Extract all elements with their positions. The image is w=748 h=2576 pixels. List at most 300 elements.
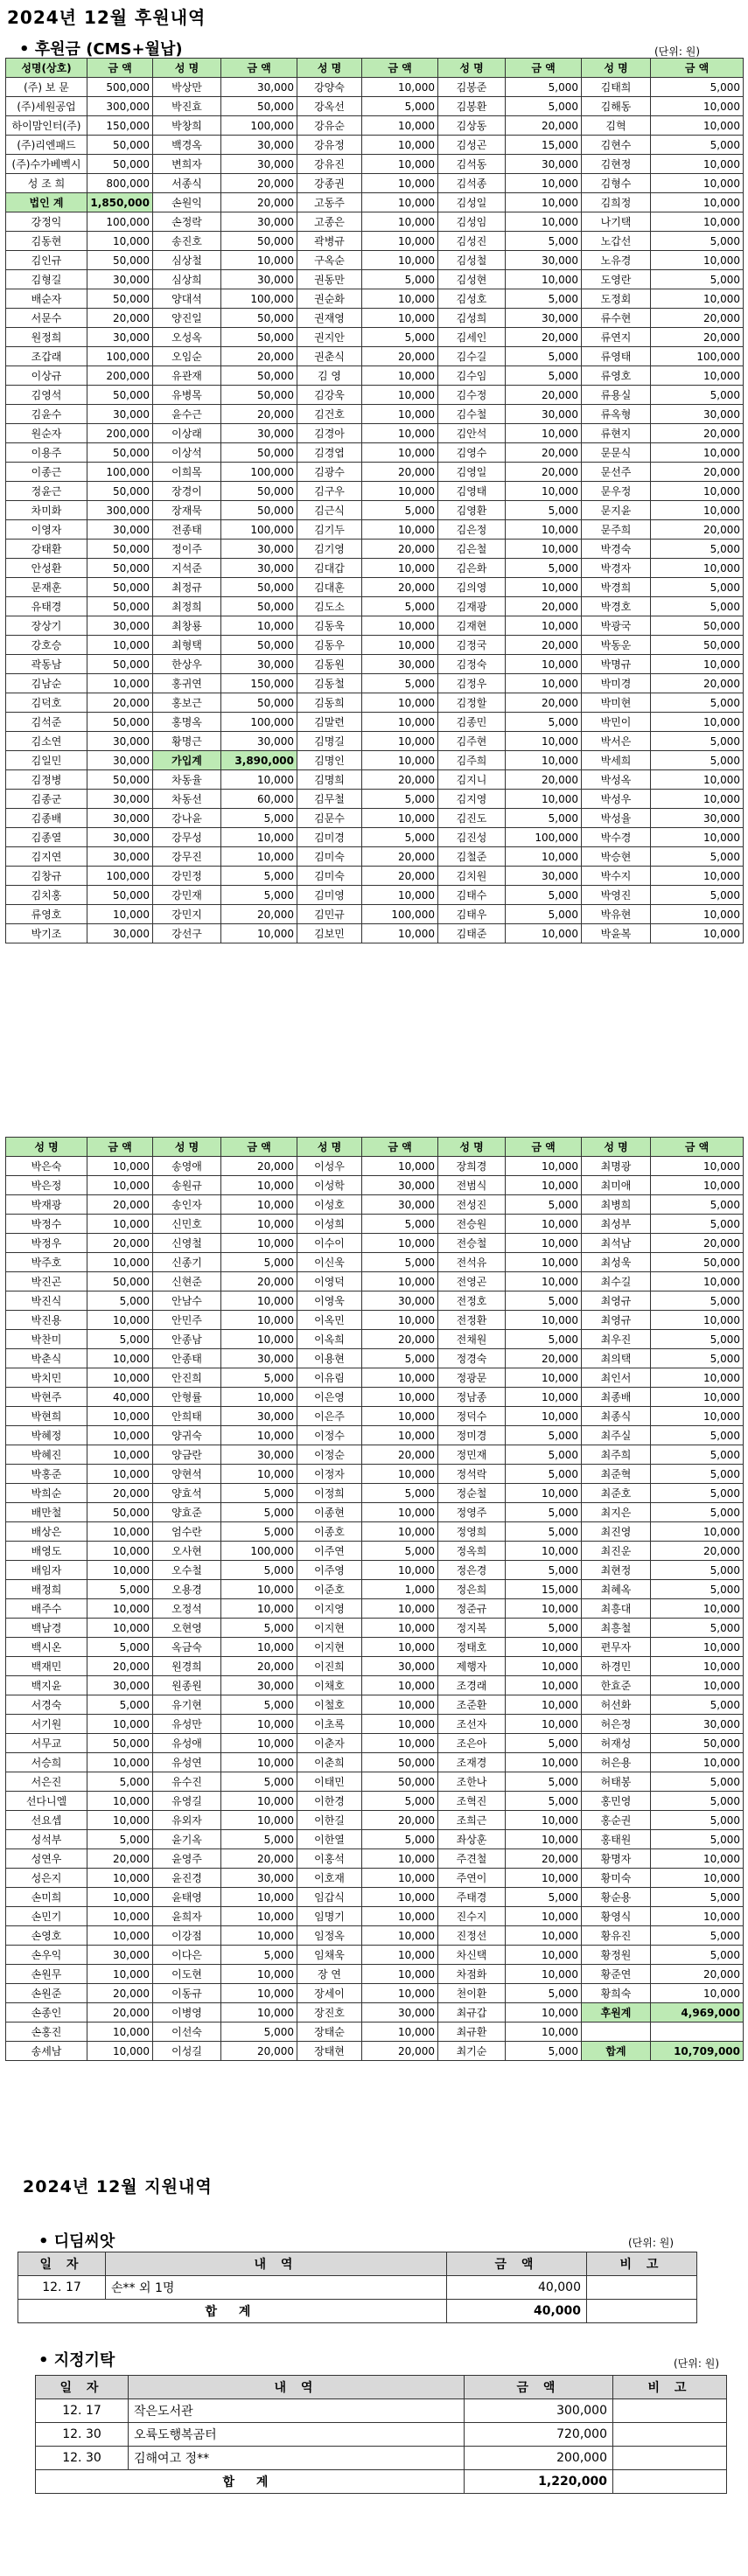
amount-cell: 5,000 (506, 97, 582, 116)
name-cell: 전정호 (438, 1291, 506, 1311)
amount-cell: 5,000 (362, 97, 438, 116)
amount-cell: 10,000 (87, 1311, 153, 1330)
name-cell: 최정규 (153, 578, 221, 597)
amount-cell: 5,000 (221, 1503, 297, 1522)
column-header: 성 명 (582, 59, 651, 78)
name-cell: 법인 계 (6, 193, 87, 212)
table-row (6, 193, 744, 212)
name-cell: 최정희 (153, 597, 221, 616)
amount-cell: 4,969,000 (651, 2003, 744, 2023)
name-cell: 이정순 (297, 1445, 362, 1465)
name-cell: 서승희 (6, 1753, 87, 1772)
amount-cell: 5,000 (651, 1195, 744, 1215)
amount-cell: 10,000 (362, 751, 438, 770)
table-row (6, 655, 744, 674)
total-row (36, 2470, 727, 2494)
name-cell: 김진도 (438, 809, 506, 828)
amount-cell: 50,000 (87, 540, 153, 559)
name-cell: 정민재 (438, 1445, 506, 1465)
name-cell: 박정수 (6, 1215, 87, 1234)
name-cell: 김경아 (297, 424, 362, 443)
name-cell: 박창희 (153, 116, 221, 136)
name-cell: 송세남 (6, 2042, 87, 2061)
amount-cell: 10,000 (506, 1234, 582, 1253)
name-cell: 선다니엘 (6, 1792, 87, 1811)
name-cell: 이정수 (297, 1426, 362, 1445)
amount-cell: 30,000 (87, 328, 153, 347)
amount-cell: 15,000 (506, 1580, 582, 1599)
amount-cell: 5,000 (651, 1465, 744, 1484)
amount-cell: 10,000 (651, 116, 744, 136)
amount-cell: 30,000 (87, 405, 153, 424)
name-cell: (주)리엔패드 (6, 136, 87, 155)
table-row (6, 790, 744, 809)
amount-cell: 40,000 (447, 2276, 587, 2300)
amount-cell: 10,000 (506, 1599, 582, 1619)
table-row (6, 1734, 744, 1753)
name-cell: 박명규 (582, 655, 651, 674)
name-cell: 신민호 (153, 1215, 221, 1234)
name-cell: 백재민 (6, 1657, 87, 1676)
name-cell: 안종남 (153, 1330, 221, 1349)
table-row (36, 2447, 727, 2470)
name-cell: 안성환 (6, 559, 87, 578)
amount-cell: 30,000 (221, 1676, 297, 1695)
amount-cell: 20,000 (506, 693, 582, 713)
name-cell: 최주실 (582, 1426, 651, 1445)
amount-cell: 20,000 (362, 1330, 438, 1349)
name-cell: (주)수가베벡시 (6, 155, 87, 174)
amount-cell: 720,000 (465, 2423, 613, 2447)
table-row (6, 1253, 744, 1272)
name-cell: 최흥철 (582, 1619, 651, 1638)
name-cell: 김기두 (297, 520, 362, 540)
total-amount: 40,000 (447, 2300, 587, 2323)
amount-cell: 50,000 (221, 501, 297, 520)
amount-cell: 10,000 (362, 1984, 438, 2003)
table-row (6, 636, 744, 655)
amount-cell: 5,000 (651, 1330, 744, 1349)
amount-cell: 20,000 (506, 116, 582, 136)
amount-cell: 30,000 (87, 520, 153, 540)
name-cell: 김상동 (438, 116, 506, 136)
name-cell: 전정환 (438, 1311, 506, 1330)
table-row (6, 116, 744, 136)
amount-cell: 10,000 (506, 1657, 582, 1676)
amount-cell: 20,000 (87, 693, 153, 713)
name-cell: 김영태 (438, 482, 506, 501)
amount-cell: 50,000 (87, 1734, 153, 1753)
amount-cell: 20,000 (651, 309, 744, 328)
name-cell: 김동철 (297, 674, 362, 693)
amount-cell: 10,000 (87, 1522, 153, 1542)
name-cell: 김태희 (582, 78, 651, 97)
amount-cell: 50,000 (221, 597, 297, 616)
amount-cell: 50,000 (87, 443, 153, 463)
amount-cell: 10,000 (362, 1426, 438, 1445)
amount-cell: 20,000 (362, 540, 438, 559)
column-header: 금 액 (506, 59, 582, 78)
name-cell: (주) 보 문 (6, 78, 87, 97)
table-row (6, 1215, 744, 1234)
name-cell: 박수경 (582, 828, 651, 847)
name-cell: 김경엽 (297, 443, 362, 463)
name-cell: 박경숙 (582, 540, 651, 559)
table-row (6, 770, 744, 790)
name-cell: 강양숙 (297, 78, 362, 97)
name-cell: 백남경 (6, 1619, 87, 1638)
name-cell: 김형수 (582, 174, 651, 193)
name-cell: 성석부 (6, 1830, 87, 1849)
amount-cell: 5,000 (362, 1253, 438, 1272)
column-header: 성 명 (438, 59, 506, 78)
name-cell: 허태봉 (582, 1772, 651, 1792)
name-cell: 도정회 (582, 289, 651, 309)
amount-cell: 100,000 (87, 463, 153, 482)
table-row (6, 463, 744, 482)
name-cell: 황명자 (582, 1849, 651, 1869)
amount-cell: 5,000 (506, 713, 582, 732)
amount-cell: 30,000 (362, 1657, 438, 1676)
name-cell: 임갑식 (297, 1888, 362, 1907)
name-cell: 양진일 (153, 309, 221, 328)
amount-cell: 10,000 (651, 1676, 744, 1695)
column-header: 내 역 (106, 2252, 447, 2276)
amount-cell: 20,000 (506, 770, 582, 790)
amount-cell: 10,000 (651, 251, 744, 270)
name-cell: 윤태영 (153, 1888, 221, 1907)
amount-cell: 5,000 (651, 1772, 744, 1792)
table-row (6, 1888, 744, 1907)
amount-cell: 5,000 (651, 1830, 744, 1849)
table-row (6, 886, 744, 905)
name-cell: 이초록 (297, 1715, 362, 1734)
name-cell: 김영일 (438, 463, 506, 482)
amount-cell: 5,000 (651, 1349, 744, 1368)
name-cell: 장재묵 (153, 501, 221, 520)
name-cell: 김수임 (438, 366, 506, 386)
table-row (6, 1792, 744, 1811)
name-cell: 김재광 (438, 597, 506, 616)
name-cell: 유성만 (153, 1715, 221, 1734)
name-cell: 김태준 (438, 924, 506, 943)
amount-cell: 300,000 (87, 97, 153, 116)
name-cell: 최진운 (582, 1542, 651, 1561)
name-cell: 신종기 (153, 1253, 221, 1272)
amount-cell: 5,000 (506, 1734, 582, 1753)
amount-cell: 50,000 (87, 597, 153, 616)
name-cell: 유성연 (153, 1753, 221, 1772)
amount-cell: 30,000 (221, 540, 297, 559)
name-cell: 이은주 (297, 1407, 362, 1426)
name-cell: 양귀숙 (153, 1426, 221, 1445)
table-row (6, 309, 744, 328)
name-cell: 이용현 (297, 1349, 362, 1368)
table-row (6, 867, 744, 886)
amount-cell: 20,000 (362, 463, 438, 482)
amount-cell: 10,000 (362, 1849, 438, 1869)
detail-cell: 손** 외 1명 (106, 2276, 447, 2300)
name-cell: 김성철 (438, 251, 506, 270)
name-cell: 정이주 (153, 540, 221, 559)
name-cell: 조혁진 (438, 1792, 506, 1811)
donation-section-title: • 후원금 (CMS+월납) (19, 40, 183, 59)
amount-cell: 20,000 (221, 905, 297, 924)
amount-cell: 5,000 (651, 751, 744, 770)
amount-cell: 5,000 (221, 1561, 297, 1580)
amount-cell: 10,000 (506, 1676, 582, 1695)
amount-cell: 20,000 (362, 770, 438, 790)
amount-cell: 20,000 (651, 328, 744, 347)
donation-unit: (단위: 원) (654, 45, 700, 58)
name-cell: 이신욱 (297, 1253, 362, 1272)
name-cell: 정덕수 (438, 1407, 506, 1426)
name-cell: 권춘식 (297, 347, 362, 366)
amount-cell: 5,000 (87, 1330, 153, 1349)
amount-cell: 50,000 (362, 1753, 438, 1772)
table-row (6, 1811, 744, 1830)
name-cell: 백경옥 (153, 136, 221, 155)
amount-cell: 20,000 (221, 2042, 297, 2061)
name-cell: 김영환 (438, 501, 506, 520)
amount-cell: 10,000 (221, 1638, 297, 1657)
amount-cell: 5,000 (362, 1349, 438, 1368)
note-cell (613, 2423, 727, 2447)
amount-cell: 10,000 (87, 905, 153, 924)
name-cell: 김미숙 (297, 847, 362, 867)
amount-cell: 10,000 (221, 1580, 297, 1599)
name-cell: 진수지 (438, 1907, 506, 1926)
amount-cell: 300,000 (87, 501, 153, 520)
amount-cell: 10,000 (87, 1426, 153, 1445)
amount-cell: 50,000 (87, 386, 153, 405)
name-cell: 최영규 (582, 1311, 651, 1330)
amount-cell: 10,000 (506, 655, 582, 674)
column-header: 금 액 (447, 2252, 587, 2276)
amount-cell: 30,000 (362, 1291, 438, 1311)
name-cell: 합계 (582, 2042, 651, 2061)
name-cell: 송인자 (153, 1195, 221, 1215)
name-cell: 안진희 (153, 1368, 221, 1388)
column-header: 금 액 (651, 59, 744, 78)
name-cell: 심상철 (153, 251, 221, 270)
amount-cell: 10,000 (506, 1695, 582, 1715)
amount-cell: 5,000 (651, 1484, 744, 1503)
table-row (6, 713, 744, 732)
name-cell: 성 조 희 (6, 174, 87, 193)
name-cell: 이종근 (6, 463, 87, 482)
amount-cell: 5,000 (221, 1253, 297, 1272)
name-cell: 강무성 (153, 828, 221, 847)
amount-cell: 50,000 (221, 309, 297, 328)
amount-cell: 10,000 (221, 1330, 297, 1349)
amount-cell: 10,000 (651, 482, 744, 501)
amount-cell: 5,000 (506, 1503, 582, 1522)
amount-cell: 10,000 (506, 1638, 582, 1657)
amount-cell: 30,000 (87, 847, 153, 867)
amount-cell: 10,000 (362, 1503, 438, 1522)
amount-cell: 10,000 (506, 1830, 582, 1849)
name-cell: 윤수근 (153, 405, 221, 424)
name-cell: 황순용 (582, 1888, 651, 1907)
name-cell: 차미화 (6, 501, 87, 520)
amount-cell: 10,000 (506, 1484, 582, 1503)
table-row (6, 847, 744, 867)
name-cell: 김치홍 (6, 886, 87, 905)
amount-cell: 30,000 (87, 809, 153, 828)
name-cell: 김윤수 (6, 405, 87, 424)
amount-cell: 10,000 (362, 212, 438, 232)
amount-cell: 5,000 (506, 1772, 582, 1792)
amount-cell: 10,000 (506, 1965, 582, 1984)
column-header: 내 역 (129, 2376, 465, 2399)
amount-cell: 10,000 (221, 1888, 297, 1907)
name-cell: 조선자 (438, 1715, 506, 1734)
table-row (6, 1484, 744, 1503)
name-cell: 허재성 (582, 1734, 651, 1753)
amount-cell: 5,000 (506, 1561, 582, 1580)
name-cell: 조한나 (438, 1772, 506, 1792)
name-cell: 편무자 (582, 1638, 651, 1657)
name-cell: 이도현 (153, 1965, 221, 1984)
name-cell: 류영태 (582, 347, 651, 366)
amount-cell: 10,709,000 (651, 2042, 744, 2061)
table-row (6, 520, 744, 540)
amount-cell: 10,000 (87, 232, 153, 251)
name-cell: 김명희 (297, 770, 362, 790)
amount-cell: 5,000 (221, 1772, 297, 1792)
name-cell: 김석종 (438, 174, 506, 193)
name-cell: 박성옥 (582, 770, 651, 790)
amount-cell: 50,000 (221, 636, 297, 655)
table-row (6, 1599, 744, 1619)
amount-cell: 10,000 (221, 1426, 297, 1445)
name-cell: 하이맘인터(주) (6, 116, 87, 136)
name-cell: 김인규 (6, 251, 87, 270)
name-cell: 이철호 (297, 1695, 362, 1715)
name-cell: 유기현 (153, 1695, 221, 1715)
name-cell: 조은아 (438, 1734, 506, 1753)
amount-cell: 50,000 (87, 770, 153, 790)
name-cell: 홍태원 (582, 1830, 651, 1849)
name-cell: 김세인 (438, 328, 506, 347)
support-title: 2024년 12월 지원내역 (23, 2177, 213, 2197)
detail-cell: 작은도서관 (129, 2399, 465, 2423)
amount-cell: 50,000 (651, 1253, 744, 1272)
table-row (6, 674, 744, 693)
total-label: 합 계 (18, 2300, 447, 2323)
amount-cell: 20,000 (87, 1195, 153, 1215)
amount-cell: 20,000 (651, 1965, 744, 1984)
name-cell: 성연우 (6, 1849, 87, 1869)
amount-cell: 10,000 (221, 1715, 297, 1734)
name-cell: 정순철 (438, 1484, 506, 1503)
amount-cell: 10,000 (651, 366, 744, 386)
amount-cell: 10,000 (87, 2042, 153, 2061)
name-cell: 정영주 (438, 1503, 506, 1522)
name-cell: 임채욱 (297, 1946, 362, 1965)
table-row (6, 1676, 744, 1695)
name-cell: 서문수 (6, 309, 87, 328)
amount-cell: 10,000 (651, 1753, 744, 1772)
table-row (6, 1542, 744, 1561)
amount-cell: 10,000 (221, 251, 297, 270)
amount-cell: 10,000 (87, 1215, 153, 1234)
amount-cell: 10,000 (362, 1407, 438, 1426)
amount-cell: 5,000 (506, 905, 582, 924)
name-cell: 권지안 (297, 328, 362, 347)
name-cell: 도영란 (582, 270, 651, 289)
amount-cell: 30,000 (87, 828, 153, 847)
name-cell: 신현준 (153, 1272, 221, 1291)
column-header: 금 액 (465, 2376, 613, 2399)
amount-cell: 10,000 (87, 1792, 153, 1811)
name-cell: 안종태 (153, 1349, 221, 1368)
name-cell: 나기택 (582, 212, 651, 232)
name-cell: 김말련 (297, 713, 362, 732)
name-cell: 박희순 (6, 1484, 87, 1503)
amount-cell: 10,000 (87, 1907, 153, 1926)
amount-cell: 10,000 (362, 616, 438, 636)
table-row (6, 1657, 744, 1676)
name-cell: 김문수 (297, 809, 362, 828)
amount-cell: 5,000 (506, 1792, 582, 1811)
name-cell: 오현영 (153, 1619, 221, 1638)
table-row (6, 328, 744, 347)
name-cell: 서경숙 (6, 1695, 87, 1715)
name-cell: 구옥순 (297, 251, 362, 270)
amount-cell: 100,000 (221, 713, 297, 732)
amount-cell: 30,000 (87, 616, 153, 636)
name-cell: 박은숙 (6, 1157, 87, 1176)
column-header: 금 액 (87, 59, 153, 78)
name-cell: 김정병 (6, 770, 87, 790)
name-cell: 김덕호 (6, 693, 87, 713)
amount-cell: 10,000 (221, 1215, 297, 1234)
name-cell: 성은지 (6, 1869, 87, 1888)
designated-section-title: • 지정기탁 (38, 2351, 115, 2370)
name-cell: 권재영 (297, 309, 362, 328)
amount-cell: 10,000 (362, 1695, 438, 1715)
amount-cell: 20,000 (506, 636, 582, 655)
name-cell: 김근식 (297, 501, 362, 520)
name-cell: 이은영 (297, 1388, 362, 1407)
name-cell: 엄수란 (153, 1522, 221, 1542)
name-cell: 박진식 (6, 1291, 87, 1311)
name-cell: 전승철 (438, 1234, 506, 1253)
total-row (18, 2300, 697, 2323)
amount-cell: 10,000 (362, 1311, 438, 1330)
amount-cell: 10,000 (87, 1715, 153, 1734)
name-cell: 송진호 (153, 232, 221, 251)
amount-cell: 5,000 (506, 289, 582, 309)
table-row (6, 424, 744, 443)
amount-cell: 5,000 (87, 1291, 153, 1311)
amount-cell: 100,000 (506, 828, 582, 847)
amount-cell: 20,000 (506, 1849, 582, 1869)
name-cell: 김지니 (438, 770, 506, 790)
name-cell: 김은철 (438, 540, 506, 559)
name-cell: 박재광 (6, 1195, 87, 1215)
name-cell: 제행자 (438, 1657, 506, 1676)
name-cell: 류수현 (582, 309, 651, 328)
table-row (6, 809, 744, 828)
name-cell: 최명광 (582, 1157, 651, 1176)
amount-cell: 10,000 (362, 136, 438, 155)
donation-table (5, 58, 744, 943)
name-cell: 황영식 (582, 1907, 651, 1926)
amount-cell: 10,000 (506, 790, 582, 809)
